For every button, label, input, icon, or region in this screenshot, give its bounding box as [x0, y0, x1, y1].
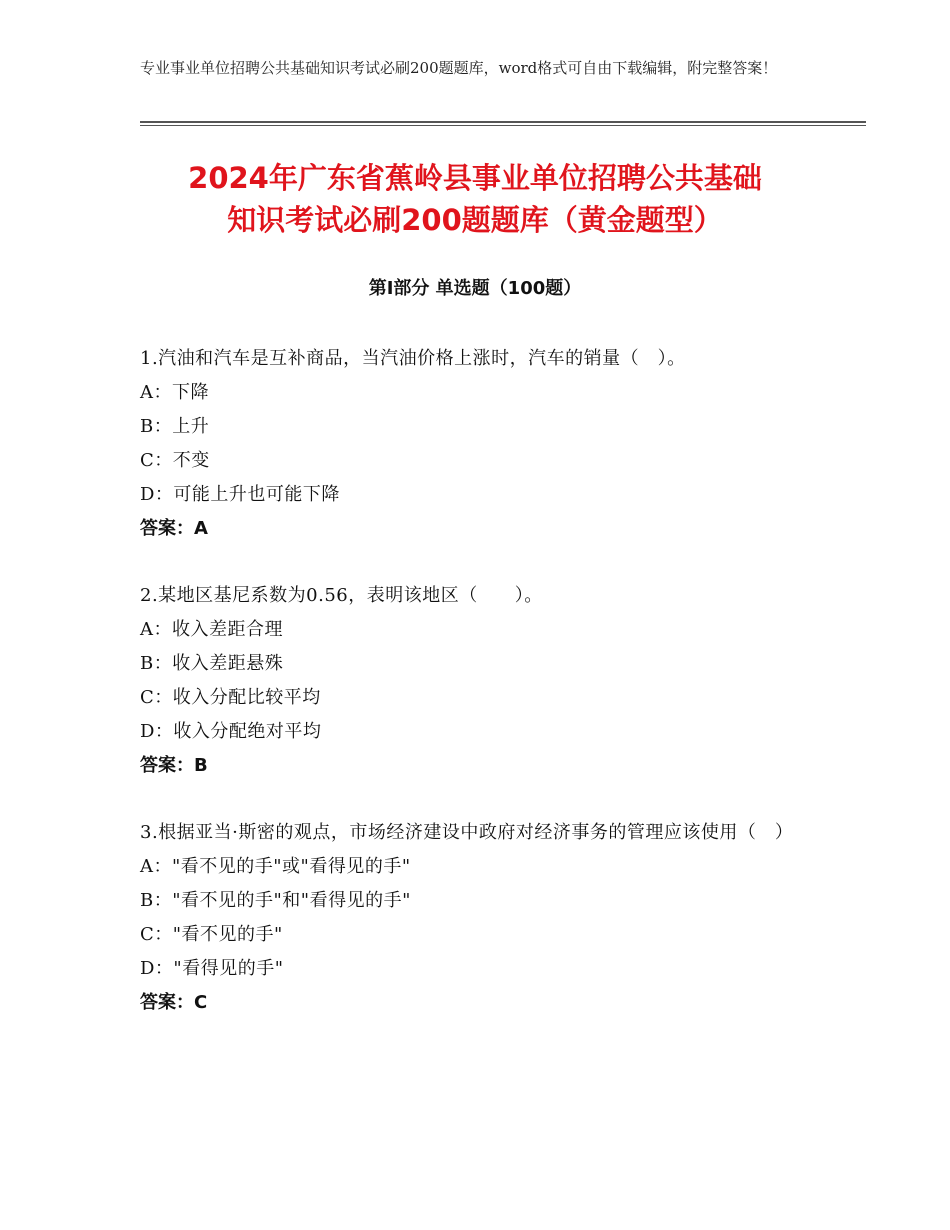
question-text: 3.根据亚当·斯密的观点，市场经济建设中政府对经济事务的管理应该使用（ ） — [140, 822, 794, 843]
option-a: A：下降 — [140, 382, 209, 403]
section-title: 第Ⅰ部分 单选题（100题） — [368, 278, 582, 299]
question-text: 1.汽油和汽车是互补商品，当汽油价格上涨时，汽车的销量（ ）。 — [140, 348, 686, 369]
header-rule-thick — [140, 121, 866, 123]
option-b: B：上升 — [140, 416, 210, 437]
option-d: D：可能上升也可能下降 — [140, 484, 340, 505]
option-d: D：收入分配绝对平均 — [140, 721, 322, 742]
question-2 — [140, 579, 820, 783]
option-a: A：收入差距合理 — [140, 619, 283, 640]
answer: 答案：C — [140, 992, 208, 1013]
header-rule-thin — [140, 125, 866, 126]
option-c: C：收入分配比较平均 — [140, 687, 321, 708]
answer: 答案：B — [140, 755, 208, 776]
answer: 答案：A — [140, 518, 208, 539]
title-line-2: 知识考试必刷200题题库（黄金题型） — [227, 203, 723, 237]
question-list — [140, 342, 820, 1053]
header-note: 专业事业单位招聘公共基础知识考试必刷200题题库，word格式可自由下载编辑，附完整答案！ — [140, 59, 778, 77]
option-b: B："看不见的手"和"看得见的手" — [140, 890, 411, 911]
title-line-1: 2024年广东省蕉岭县事业单位招聘公共基础 — [188, 161, 762, 195]
option-c: C："看不见的手" — [140, 924, 283, 945]
question-1 — [140, 342, 820, 546]
option-b: B：收入差距悬殊 — [140, 653, 284, 674]
document-title — [100, 157, 850, 241]
option-d: D："看得见的手" — [140, 958, 284, 979]
option-a: A："看不见的手"或"看得见的手" — [140, 856, 411, 877]
question-text: 2.某地区基尼系数为0.56，表明该地区（ ）。 — [140, 585, 543, 606]
question-3 — [140, 816, 820, 1020]
option-c: C：不变 — [140, 450, 210, 471]
